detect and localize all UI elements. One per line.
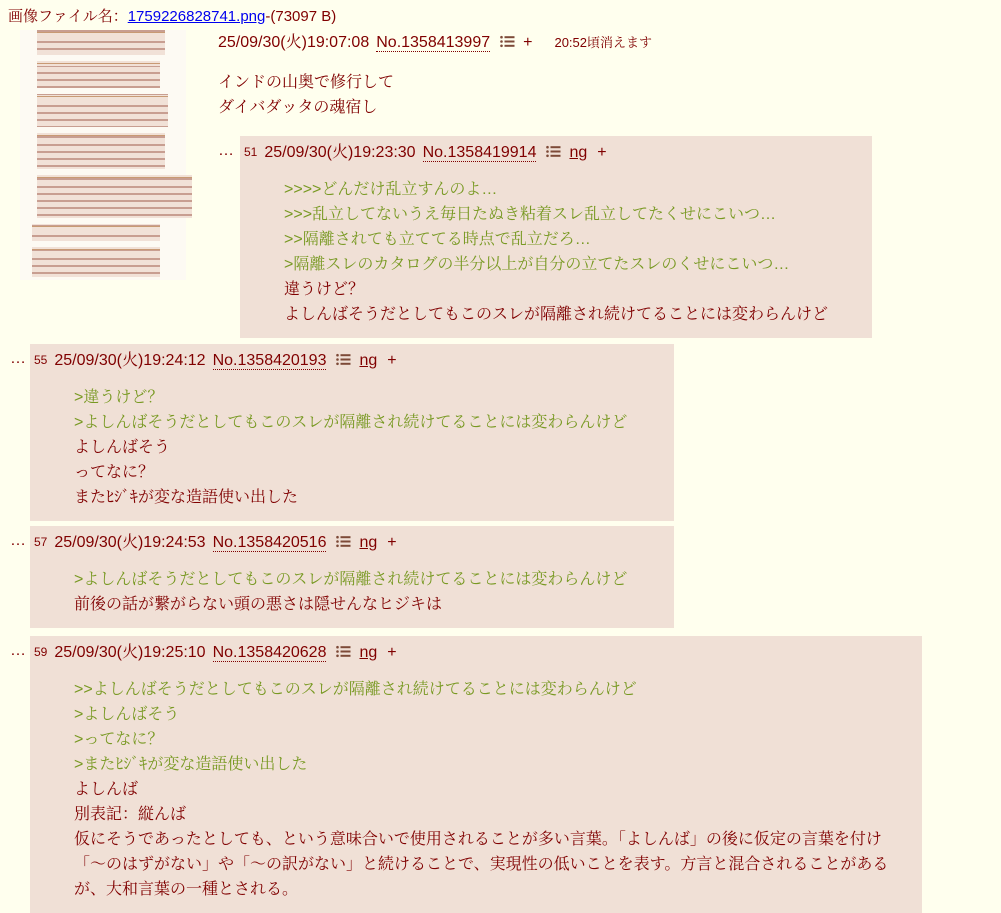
post-date: 25/09/30(火)19:23:30 bbox=[264, 144, 416, 161]
text-line: またﾋｼﾞｷが変な造語使い出した bbox=[74, 489, 299, 506]
text-line: 違うけど？ bbox=[284, 281, 365, 298]
quote-line: >>>>どんだけ乱立すんのよ… bbox=[284, 181, 498, 198]
expand-plus-button[interactable]: + bbox=[387, 644, 397, 661]
ng-button[interactable]: ng bbox=[569, 144, 588, 161]
image-filename-link[interactable]: 1759226828741.png bbox=[127, 8, 266, 25]
quote-line: >>隔離されても立ててる時点で乱立だろ… bbox=[284, 231, 591, 248]
ng-button[interactable]: ng bbox=[359, 644, 378, 661]
quote-line: >ってなに？ bbox=[74, 731, 164, 748]
post-number-link[interactable]: No.1358419914 bbox=[422, 144, 537, 161]
post-date: 25/09/30(火)19:24:12 bbox=[54, 352, 206, 369]
ng-button[interactable]: ng bbox=[359, 352, 378, 369]
reply-header bbox=[244, 142, 846, 164]
reply-post-59 bbox=[10, 636, 922, 913]
reply-marker: … bbox=[10, 532, 26, 549]
list-menu-icon[interactable] bbox=[500, 34, 515, 51]
reply-header bbox=[34, 350, 648, 372]
reply-body bbox=[74, 385, 648, 510]
expire-time: 20:52頃消えます bbox=[554, 35, 653, 50]
text-line: ダイバダッタの魂宿し bbox=[218, 99, 378, 116]
text-line: 別表記：縦んば bbox=[74, 806, 187, 823]
thread-thumbnail-image[interactable] bbox=[20, 30, 186, 280]
post-number-link[interactable]: No.1358420193 bbox=[212, 352, 327, 369]
post-number-link[interactable]: No.1358420628 bbox=[212, 644, 327, 661]
reply-block bbox=[30, 636, 922, 913]
op-post-header bbox=[218, 32, 652, 54]
thumbnail-mini-post bbox=[32, 247, 160, 277]
thumbnail-mini-post bbox=[37, 30, 165, 55]
list-menu-icon[interactable] bbox=[546, 144, 561, 161]
file-size: -(73097 B) bbox=[265, 8, 337, 25]
quote-line: >またﾋｼﾞｷが変な造語使い出した bbox=[74, 756, 308, 773]
reply-header bbox=[34, 532, 648, 554]
expand-plus-button[interactable]: + bbox=[387, 352, 397, 369]
quote-line: >よしんばそうだとしてもこのスレが隔離され続けてることには変わらんけど bbox=[74, 571, 628, 588]
text-line: インドの山奥で修行して bbox=[218, 74, 395, 91]
thumbnail-mini-post bbox=[37, 175, 192, 218]
reply-body bbox=[284, 177, 846, 327]
expand-plus-button[interactable]: + bbox=[597, 144, 607, 161]
thumbnail-mini-post bbox=[37, 133, 165, 169]
reply-counter: 59 bbox=[34, 645, 48, 659]
op-post bbox=[218, 32, 652, 120]
quote-line: >よしんばそうだとしてもこのスレが隔離され続けてることには変わらんけど bbox=[74, 414, 628, 431]
reply-counter: 57 bbox=[34, 535, 48, 549]
op-post-body bbox=[218, 70, 652, 120]
expand-plus-button[interactable]: + bbox=[387, 534, 397, 551]
thumbnail-mini-post bbox=[37, 94, 168, 127]
quote-line: >>よしんばそうだとしてもこのスレが隔離され続けてることには変わらんけど bbox=[74, 681, 637, 698]
reply-block bbox=[30, 344, 674, 521]
text-line: ってなに？ bbox=[74, 464, 155, 481]
post-date: 25/09/30(火)19:07:08 bbox=[218, 34, 370, 51]
list-menu-icon[interactable] bbox=[336, 352, 351, 369]
text-line: よしんばそうだとしてもこのスレが隔離され続けてることには変わらんけど bbox=[284, 306, 829, 323]
quote-line: >違うけど？ bbox=[74, 389, 164, 406]
reply-marker: … bbox=[10, 642, 26, 659]
thumbnail-mini-post bbox=[37, 61, 160, 88]
post-date: 25/09/30(火)19:25:10 bbox=[54, 644, 206, 661]
expand-plus-button[interactable]: + bbox=[523, 34, 533, 51]
reply-block bbox=[30, 526, 674, 628]
quote-line: >隔離スレのカタログの半分以上が自分の立てたスレのくせにこいつ… bbox=[284, 256, 790, 273]
post-number-link[interactable]: No.1358413997 bbox=[376, 34, 491, 51]
post-date: 25/09/30(火)19:24:53 bbox=[54, 534, 206, 551]
reply-post-51 bbox=[218, 136, 872, 338]
text-line: よしんば bbox=[74, 781, 139, 798]
reply-marker: … bbox=[218, 142, 234, 159]
file-info-label: 画像ファイル名： bbox=[8, 8, 128, 25]
list-menu-icon[interactable] bbox=[336, 644, 351, 661]
reply-marker: … bbox=[10, 350, 26, 367]
text-line: 前後の話が繋がらない頭の悪さは隠せんなヒジキは bbox=[74, 596, 443, 613]
text-line: よしんばそう bbox=[74, 439, 171, 456]
ng-button[interactable]: ng bbox=[359, 534, 378, 551]
reply-header bbox=[34, 642, 896, 664]
reply-post-57 bbox=[10, 526, 674, 628]
reply-body bbox=[74, 677, 896, 902]
reply-post-55 bbox=[10, 344, 674, 521]
reply-counter: 55 bbox=[34, 353, 48, 367]
list-menu-icon[interactable] bbox=[336, 534, 351, 551]
text-line: 仮にそうであったとしても、という意味合いで使用されることが多い言葉。「よしんば」の後に仮定の言葉を付け「〜のはずがない」や「〜の訳がない」と続けることで、実現性の低いことを表す。方言と混合されることがあるが、大和言葉の一種とされる。 bbox=[74, 831, 889, 898]
reply-body bbox=[74, 567, 648, 617]
reply-block bbox=[240, 136, 872, 338]
file-info bbox=[8, 5, 336, 26]
reply-counter: 51 bbox=[244, 145, 258, 159]
post-number-link[interactable]: No.1358420516 bbox=[212, 534, 327, 551]
quote-line: >よしんばそう bbox=[74, 706, 180, 723]
quote-line: >>>乱立してないうえ毎日たぬき粘着スレ乱立してたくせにこいつ… bbox=[284, 206, 777, 223]
thumbnail-mini-post bbox=[32, 224, 160, 241]
